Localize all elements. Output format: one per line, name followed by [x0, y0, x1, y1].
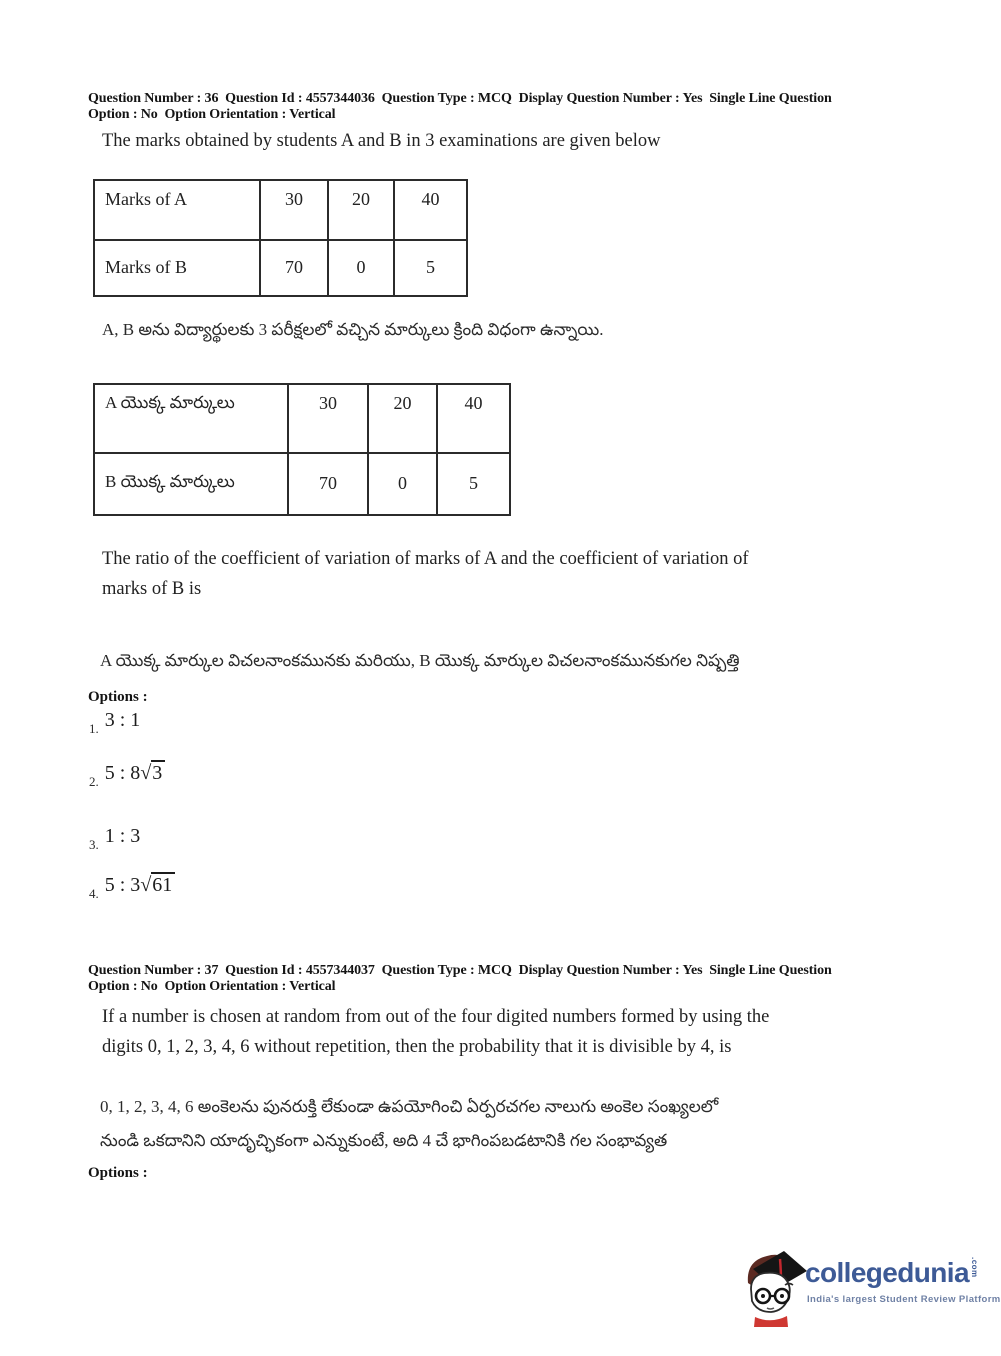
table-row: [94, 453, 510, 515]
option-text: 5 : 3: [104, 874, 141, 896]
table-cell: 40: [394, 180, 467, 240]
question-36-option-4: [89, 874, 175, 901]
question-37-meta-header: [88, 963, 832, 995]
table-cell: B యొక్క మార్కులు: [94, 453, 288, 515]
table-row: [94, 240, 467, 296]
option-number: 1.: [89, 721, 99, 736]
question-37-options-label: Options :: [88, 1165, 148, 1181]
table-cell: Marks of B: [94, 240, 260, 296]
collegedunia-logo: [741, 1247, 1001, 1329]
sqrt-radicand: 3: [151, 760, 165, 784]
question-36-meta-line2: Option : No Option Orientation : Vertical: [88, 107, 336, 122]
option-number: 4.: [89, 886, 99, 901]
question-37-text-telugu-line1: 0, 1, 2, 3, 4, 6 అంకెలను పునరుక్తి లేకుండా ఉపయోగించి ఏర్పరచగల నాలుగు అంకెల సంఖ్యలలో: [100, 1097, 719, 1116]
collegedunia-brand-text: collegedunia: [805, 1257, 969, 1288]
table-cell: 30: [260, 180, 328, 240]
option-number: 2.: [89, 774, 99, 789]
question-37-text-english-line2: digits 0, 1, 2, 3, 4, 6 without repetition, then the probability that it is divisible by 4, is: [102, 1037, 732, 1057]
question-37-meta-line1: Question Number : 37 Question Id : 4557344037 Question Type : MCQ Display Question Number : Yes Single Line Question: [88, 963, 832, 978]
table-cell: 0: [368, 453, 437, 515]
option-text: 3 : 1: [104, 709, 141, 731]
question-37-text-english: [102, 1002, 769, 1062]
table-cell: 30: [288, 384, 368, 453]
question-36-text-english-line2: marks of B is: [102, 579, 202, 599]
collegedunia-mascot-icon: [741, 1247, 809, 1327]
collegedunia-tld-text: .com: [969, 1257, 979, 1278]
collegedunia-tagline: India's largest Student Review Platform: [807, 1294, 1001, 1305]
sqrt-sign: √: [140, 762, 152, 784]
question-37-meta-line2: Option : No Option Orientation : Vertical: [88, 979, 336, 994]
question-36-option-1: [89, 709, 141, 736]
question-37-text-telugu-line2: నుండి ఒకదానిని యాదృచ్ఛికంగా ఎన్నుకుంటే, అది 4 చే భాగింపబడటానికి గల సంభావ్యత: [100, 1131, 668, 1150]
sqrt-sign: √: [140, 874, 152, 896]
table-cell: 70: [288, 453, 368, 515]
question-36-intro-telugu: A, B అను విద్యార్థులకు 3 పరీక్షలలో వచ్చిన మార్కులు క్రింది విధంగా ఉన్నాయి.: [102, 320, 604, 339]
table-cell: 70: [260, 240, 328, 296]
option-text: 1 : 3: [104, 825, 141, 847]
question-36-text-english: [102, 544, 749, 604]
question-36-meta-header: [88, 91, 832, 123]
question-37-text-english-line1: If a number is chosen at random from out of the four digited numbers formed by using the: [102, 1007, 770, 1027]
question-36-text-english-line1: The ratio of the coefficient of variation of marks of A and the coefficient of variation of: [102, 549, 749, 569]
marks-table-english: [93, 179, 468, 297]
option-text: 5 : 8: [104, 762, 141, 784]
option-number: 3.: [89, 837, 99, 852]
question-36-options-label: Options :: [88, 689, 148, 705]
table-cell: 5: [394, 240, 467, 296]
table-cell: A యొక్క మార్కులు: [94, 384, 288, 453]
table-cell: 20: [368, 384, 437, 453]
table-cell: 0: [328, 240, 394, 296]
question-36-option-3: [89, 825, 141, 852]
question-36-meta-line1: Question Number : 36 Question Id : 4557344036 Question Type : MCQ Display Question Number : Yes Single Line Question: [88, 91, 832, 106]
table-cell: 20: [328, 180, 394, 240]
table-cell: 40: [437, 384, 510, 453]
table-row: [94, 384, 510, 453]
question-36-intro-english: The marks obtained by students A and B in 3 examinations are given below: [102, 131, 661, 151]
question-37-text-telugu: [100, 1090, 718, 1158]
collegedunia-brand-row: [805, 1257, 979, 1289]
marks-table-telugu: [93, 383, 511, 516]
table-row: [94, 180, 467, 240]
table-cell: 5: [437, 453, 510, 515]
question-36-text-telugu: A యొక్క మార్కుల విచలనాంకమునకు మరియు, B యొక్క మార్కుల విచలనాంకమునకుగల నిష్పత్తి: [100, 651, 740, 670]
table-cell: Marks of A: [94, 180, 260, 240]
sqrt-radicand: 61: [151, 872, 175, 896]
question-36-option-2: [89, 762, 165, 789]
